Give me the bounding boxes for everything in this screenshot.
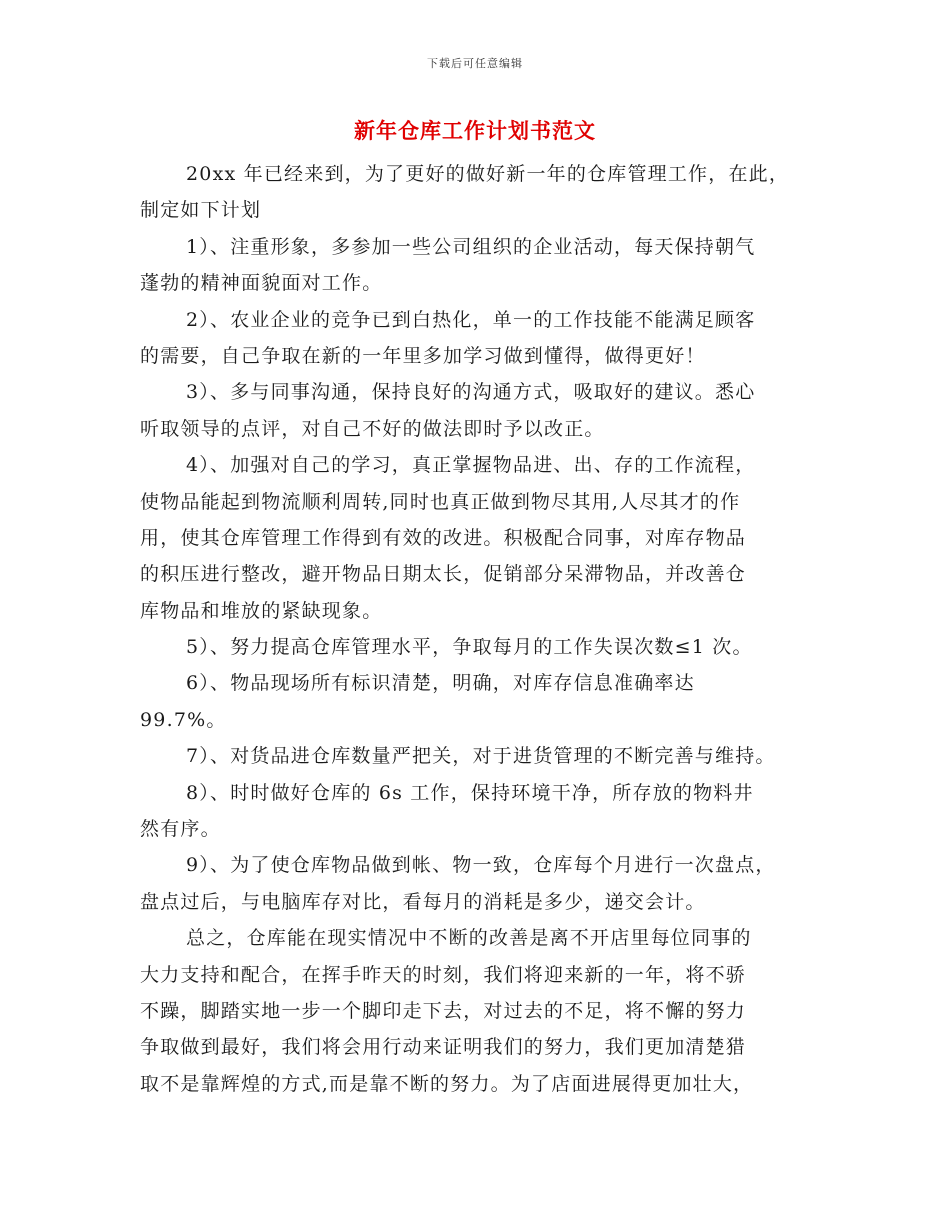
body-line: 9）、为了使仓库物品做到帐、物一致，仓库每个月进行一次盘点，: [186, 854, 776, 877]
body-line: 争取做到最好，我们将会用行动来证明我们的努力，我们更加清楚猎: [140, 1036, 747, 1059]
body-line: 3）、多与同事沟通，保持良好的沟通方式，吸取好的建议。悉心: [186, 381, 756, 404]
document-body: [140, 156, 830, 1102]
body-line: 的积压进行整改，避开物品日期太长，促销部分呆滞物品，并改善仓: [140, 563, 747, 586]
body-line: 听取领导的点评，对自己不好的做法即时予以改正。: [140, 417, 605, 440]
body-line: 蓬勃的精神面貌面对工作。: [140, 272, 383, 295]
body-line: 库物品和堆放的紧缺现象。: [140, 599, 383, 622]
body-line: 5）、努力提高仓库管理水平，争取每月的工作失误次数≤1 次。: [186, 636, 753, 659]
body-line: 盘点过后，与电脑库存对比，看每月的消耗是多少，递交会计。: [140, 890, 706, 913]
document-title: 新年仓库工作计划书范文: [354, 118, 596, 143]
body-line: 的需要，自己争取在新的一年里多加学习做到懂得，做得更好！: [140, 344, 706, 367]
body-line: 使物品能起到物流顺利周转,同时也真正做到物尽其用,人尽其才的作: [140, 490, 741, 513]
header-note: 下载后可任意编辑: [427, 57, 523, 70]
body-line: 然有序。: [140, 818, 221, 841]
body-line: 99.7%。: [140, 708, 227, 731]
body-line: 1）、注重形象，多参加一些公司组织的企业活动，每天保持朝气: [186, 235, 756, 258]
body-line: 不躁，脚踏实地一步一个脚印走下去，对过去的不足，将不懈的努力: [140, 999, 747, 1022]
body-line: 总之，仓库能在现实情况中不断的改善是离不开店里每位同事的: [186, 927, 752, 950]
body-line: 大力支持和配合，在挥手昨天的时刻，我们将迎来新的一年，将不骄: [140, 963, 747, 986]
body-line: 用，使其仓库管理工作得到有效的改进。积极配合同事，对库存物品: [140, 526, 747, 549]
body-line: 取不是靠辉煌的方式,而是靠不断的努力。为了店面进展得更加壮大，: [140, 1072, 754, 1095]
body-line: 8）、时时做好仓库的 6s 工作，保持环境干净，所存放的物料井: [186, 781, 754, 804]
body-line: 2）、农业企业的竞争已到白热化，单一的工作技能不能满足顾客: [186, 308, 756, 331]
body-line: 制定如下计划: [140, 199, 262, 222]
body-line: 6）、物品现场所有标识清楚，明确，对库存信息准确率达: [186, 672, 695, 695]
body-line: 20xx 年已经来到，为了更好的做好新一年的仓库管理工作，在此，: [186, 163, 790, 185]
body-line: 7）、对货品进仓库数量严把关，对于进货管理的不断完善与维持。: [186, 745, 776, 768]
body-line: 4）、加强对自己的学习，真正掌握物品进、出、存的工作流程，: [186, 454, 756, 477]
